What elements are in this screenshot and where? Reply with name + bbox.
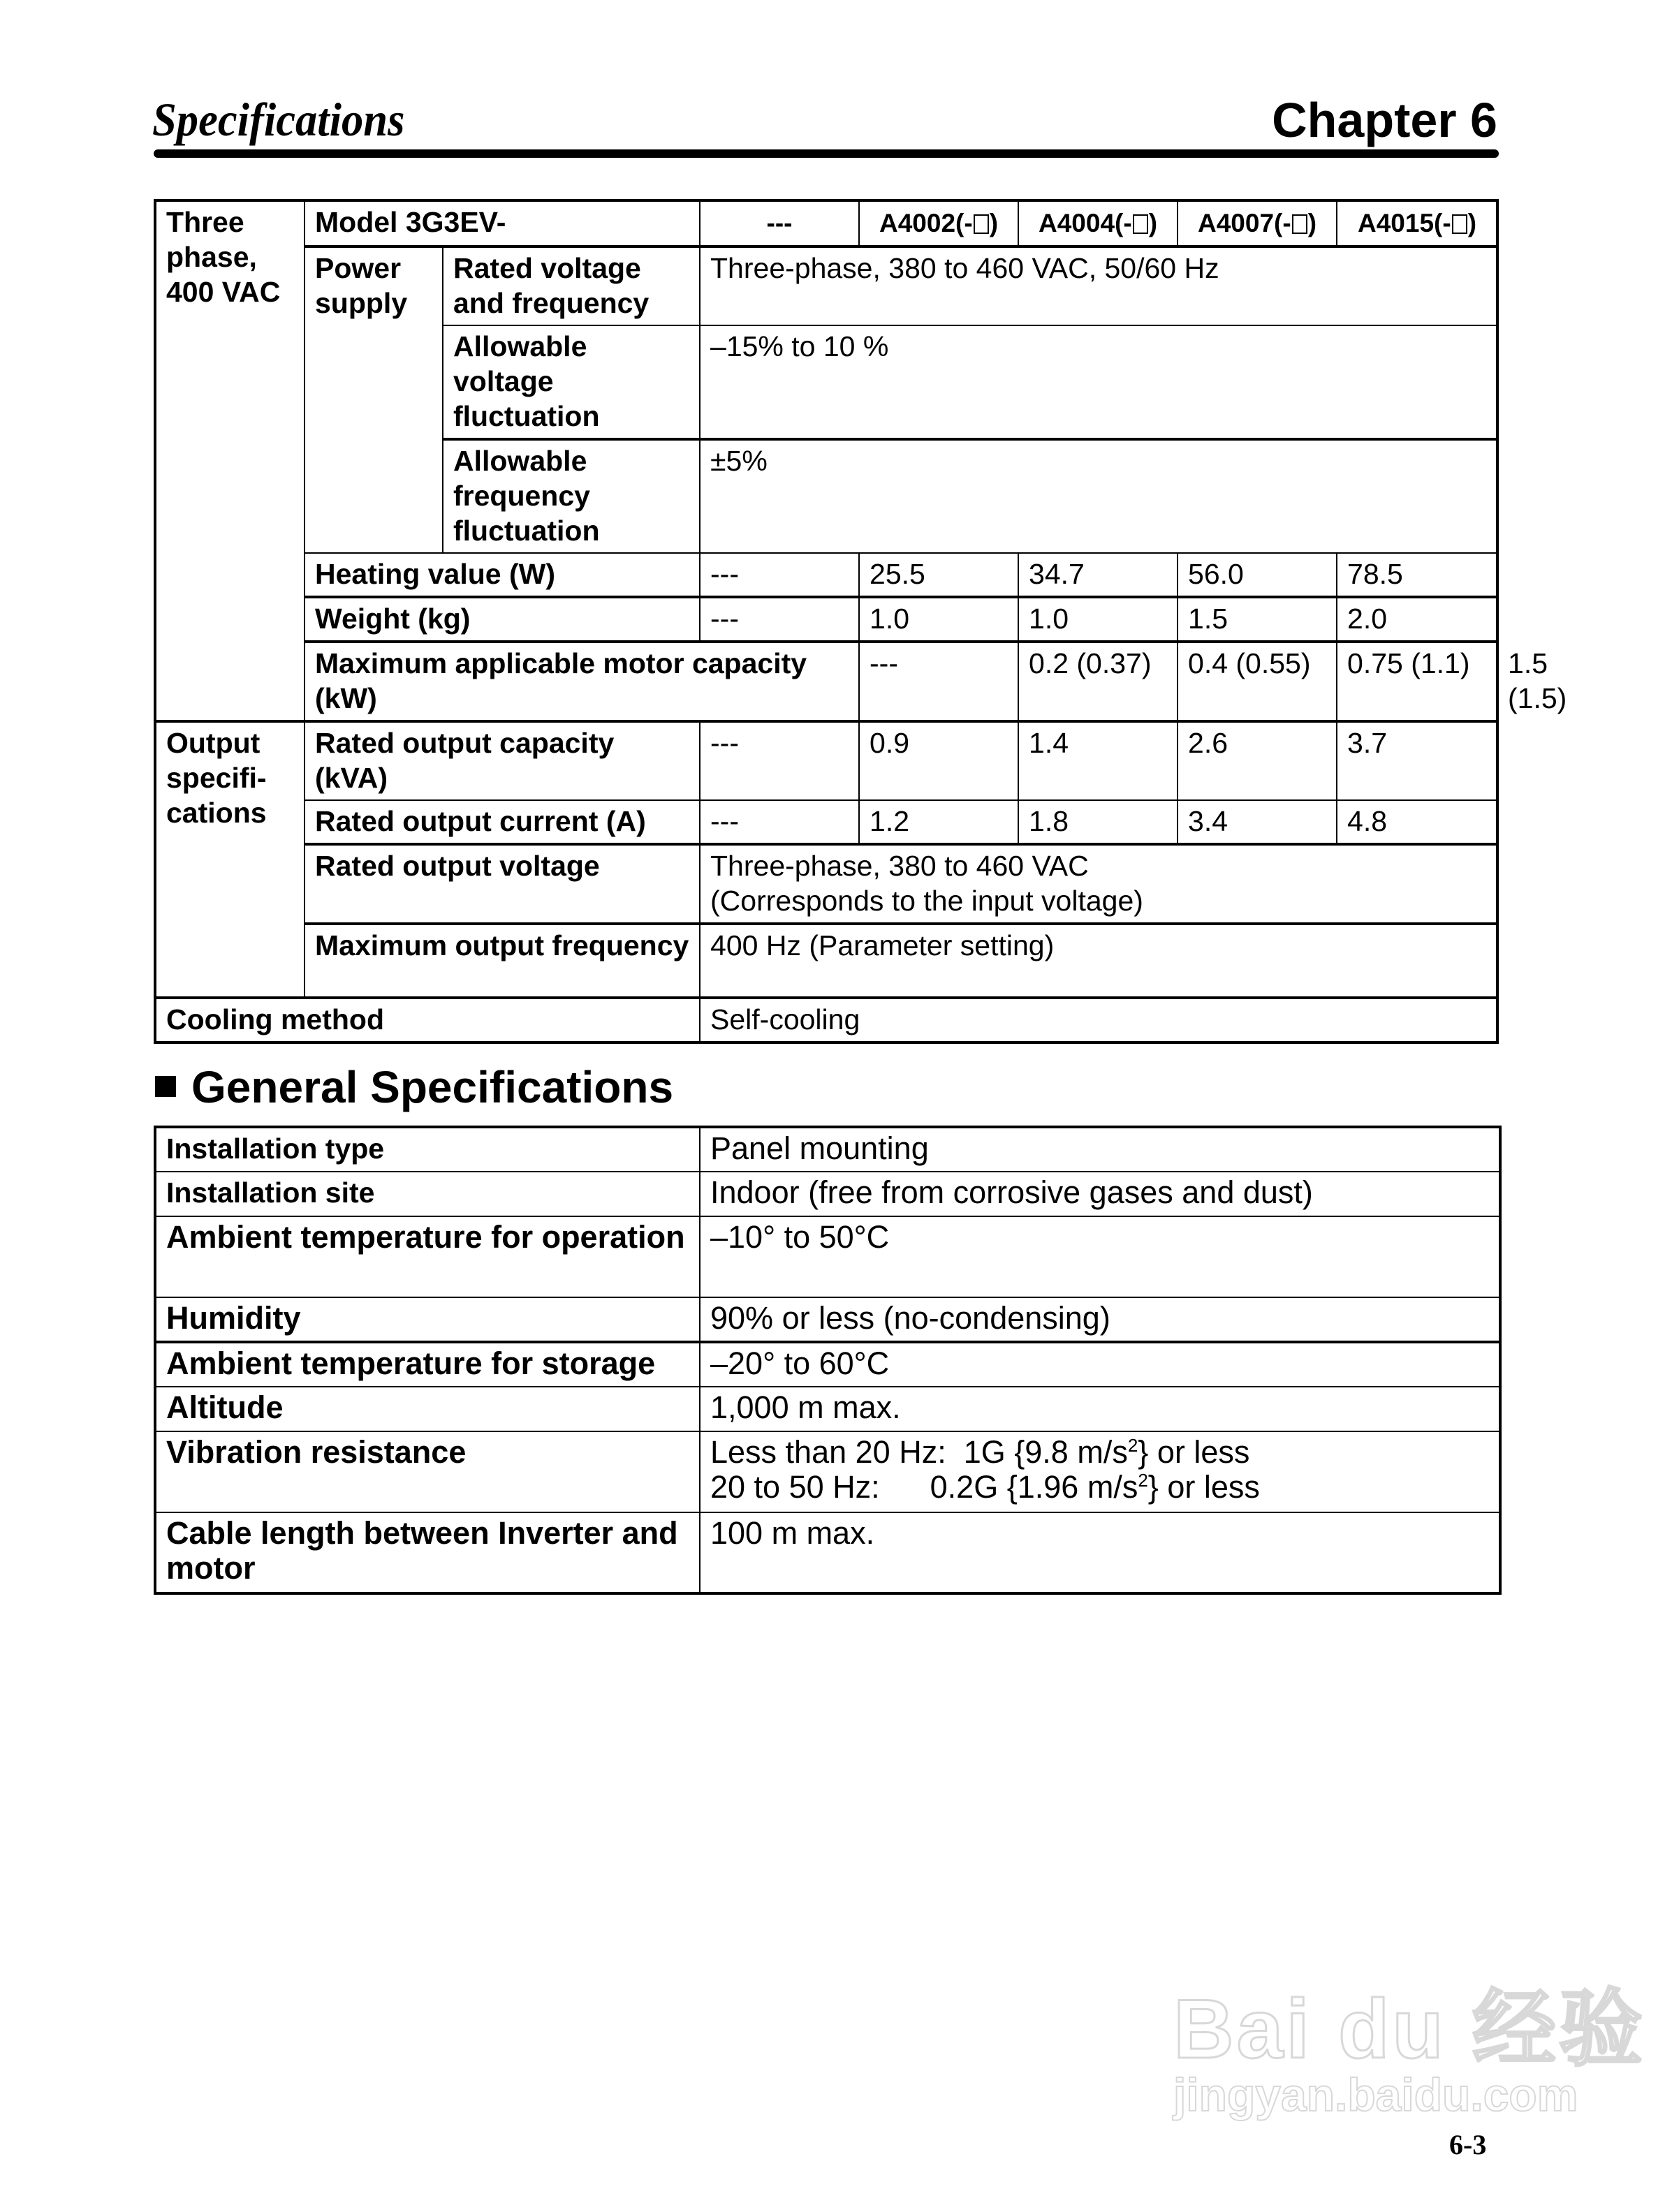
motor-capacity-label: Maximum applicable motor capacity (kW) [305, 642, 859, 721]
section-heading [155, 1061, 673, 1113]
model-label: Model 3G3EV- [305, 200, 700, 246]
page-number: 6-3 [1449, 2129, 1487, 2160]
weight-value: 1.5 [1178, 597, 1337, 642]
model-col: A4004(- ) [1018, 200, 1178, 246]
spec-value: –10° to 50°C [700, 1216, 1500, 1297]
weight-label: Weight (kg) [305, 597, 700, 642]
output-current-value: 4.8 [1337, 800, 1497, 844]
max-freq-label: Maximum output frequency [305, 924, 700, 998]
output-voltage-line2: (Corresponds to the input voltage) [710, 885, 1143, 917]
rated-voltage-value: Three-phase, 380 to 460 VAC, 50/60 Hz [700, 246, 1497, 325]
output-voltage-line1: Three-phase, 380 to 460 VAC [710, 850, 1089, 882]
spec-value: 100 m max. [700, 1512, 1500, 1593]
output-capacity-label: Rated output capacity (kVA) [305, 721, 700, 800]
heating-label: Heating value (W) [305, 553, 700, 597]
max-freq-value: 400 Hz (Parameter setting) [700, 924, 1497, 998]
output-current-value: 1.8 [1018, 800, 1178, 844]
motor-capacity-value: 0.75 (1.1) [1337, 642, 1497, 721]
model-col: A4002(- ) [859, 200, 1018, 246]
heating-value: --- [700, 553, 859, 597]
header-rule [154, 149, 1499, 158]
heating-value: 78.5 [1337, 553, 1497, 597]
heating-value: 25.5 [859, 553, 1018, 597]
watermark-url: jingyan.baidu.com [1173, 2069, 1578, 2121]
motor-capacity-value: 0.4 (0.55) [1178, 642, 1337, 721]
spec-label: Installation site [155, 1172, 700, 1216]
spec-value: Panel mounting [700, 1127, 1500, 1172]
power-supply-label: Power supply [305, 246, 443, 553]
output-capacity-value: 0.9 [859, 721, 1018, 800]
spec-label: Ambient temperature for operation [155, 1216, 700, 1297]
freq-fluct-value: ±5% [700, 439, 1497, 553]
output-current-value: 1.2 [859, 800, 1018, 844]
output-capacity-value: 3.7 [1337, 721, 1497, 800]
box-placeholder-icon [1452, 214, 1467, 234]
box-placeholder-icon [974, 214, 989, 234]
section-title: General Specifications [191, 1062, 674, 1112]
motor-capacity-value: 0.2 (0.37) [1018, 642, 1178, 721]
weight-value: 2.0 [1337, 597, 1497, 642]
spec-label: Vibration resistance [155, 1431, 700, 1512]
box-placeholder-icon [1133, 214, 1148, 234]
box-placeholder-icon [1292, 214, 1307, 234]
spec-value: –20° to 60°C [700, 1342, 1500, 1387]
spec-label: Ambient temperature for storage [155, 1342, 700, 1387]
spec-label: Altitude [155, 1387, 700, 1431]
heating-value: 34.7 [1018, 553, 1178, 597]
freq-fluct-label: Allowable frequency fluctuation [443, 439, 700, 553]
spec-value: Indoor (free from corrosive gases and dust) [700, 1172, 1500, 1216]
model-col: --- [700, 200, 859, 246]
weight-value: --- [700, 597, 859, 642]
output-voltage-value [700, 844, 1497, 924]
output-capacity-value: 1.4 [1018, 721, 1178, 800]
spec-label: Cable length between Inverter and motor [155, 1512, 700, 1593]
cooling-label: Cooling method [155, 998, 700, 1042]
output-current-value: 3.4 [1178, 800, 1337, 844]
square-bullet-icon [155, 1076, 176, 1097]
group-label: Three phase, 400 VAC [155, 200, 305, 721]
spec-value: 90% or less (no-condensing) [700, 1297, 1500, 1342]
vibration-value: Less than 20 Hz: 1G {9.8 $m/s^2$} or less 20 to 50 Hz: 0.2G {1.96 $m/s^2$} or less [700, 1431, 1500, 1512]
spec-value: 1,000 m max. [700, 1387, 1500, 1431]
spec-label: Humidity [155, 1297, 700, 1342]
watermark-brand: Bai du 经验 [1173, 1982, 1646, 2076]
heating-value: 56.0 [1178, 553, 1337, 597]
motor-capacity-value: --- [859, 642, 1018, 721]
output-capacity-value: 2.6 [1178, 721, 1337, 800]
model-col: A4007(- ) [1178, 200, 1337, 246]
output-current-label: Rated output current (A) [305, 800, 700, 844]
baidu-watermark [1173, 1962, 1645, 2121]
output-voltage-label: Rated output voltage [305, 844, 700, 924]
page-header-title: Specifications [152, 93, 405, 146]
output-specs-label: Output specifi- cations [155, 721, 305, 998]
cooling-value: Self-cooling [700, 998, 1497, 1042]
output-current-value: --- [700, 800, 859, 844]
general-spec-table [154, 1126, 1502, 1595]
chapter-label: Chapter 6 [1272, 93, 1497, 147]
spec-table-400vac: Three phase, 400 VAC Model 3G3EV- --- A4002(- ) A4004(- ) A4007(- ) A4015(- ) Power supply Rated voltage and frequency Three-phase, 380 to 460 VAC, 50/60 Hz Allowable voltage fluctuation –15% to 10 % Allowable frequency fluctuation ±5% Heating value (W) --- 25.5 34.7 56.0 78.5 Weight (kg) --- 1.0 1.0 1.5 2.0 Maximum applicable motor capacity (kW) --- 0.2 (0.37) 0.4 (0.55) 0.75 (1.1) 1.5 (1.5) Output specifi- cations Rated output capacity (kVA) --- 0.9 1.4 2.6 3.7 Rated output current (A) --- 1.2 1.8 3.4 4.8 Rated output voltage Three-phase, 380 to 460 VAC (Corresponds to the input voltage) Maximum output frequency 400 Hz (Parameter setting) Cooling method Self-cooling [154, 199, 1499, 1044]
model-col: A4015(- ) [1337, 200, 1497, 246]
rated-voltage-label: Rated voltage and frequency [443, 246, 700, 325]
output-capacity-value: --- [700, 721, 859, 800]
voltage-fluct-label: Allowable voltage fluctuation [443, 325, 700, 439]
weight-value: 1.0 [1018, 597, 1178, 642]
voltage-fluct-value: –15% to 10 % [700, 325, 1497, 439]
spec-label: Installation type [155, 1127, 700, 1172]
weight-value: 1.0 [859, 597, 1018, 642]
